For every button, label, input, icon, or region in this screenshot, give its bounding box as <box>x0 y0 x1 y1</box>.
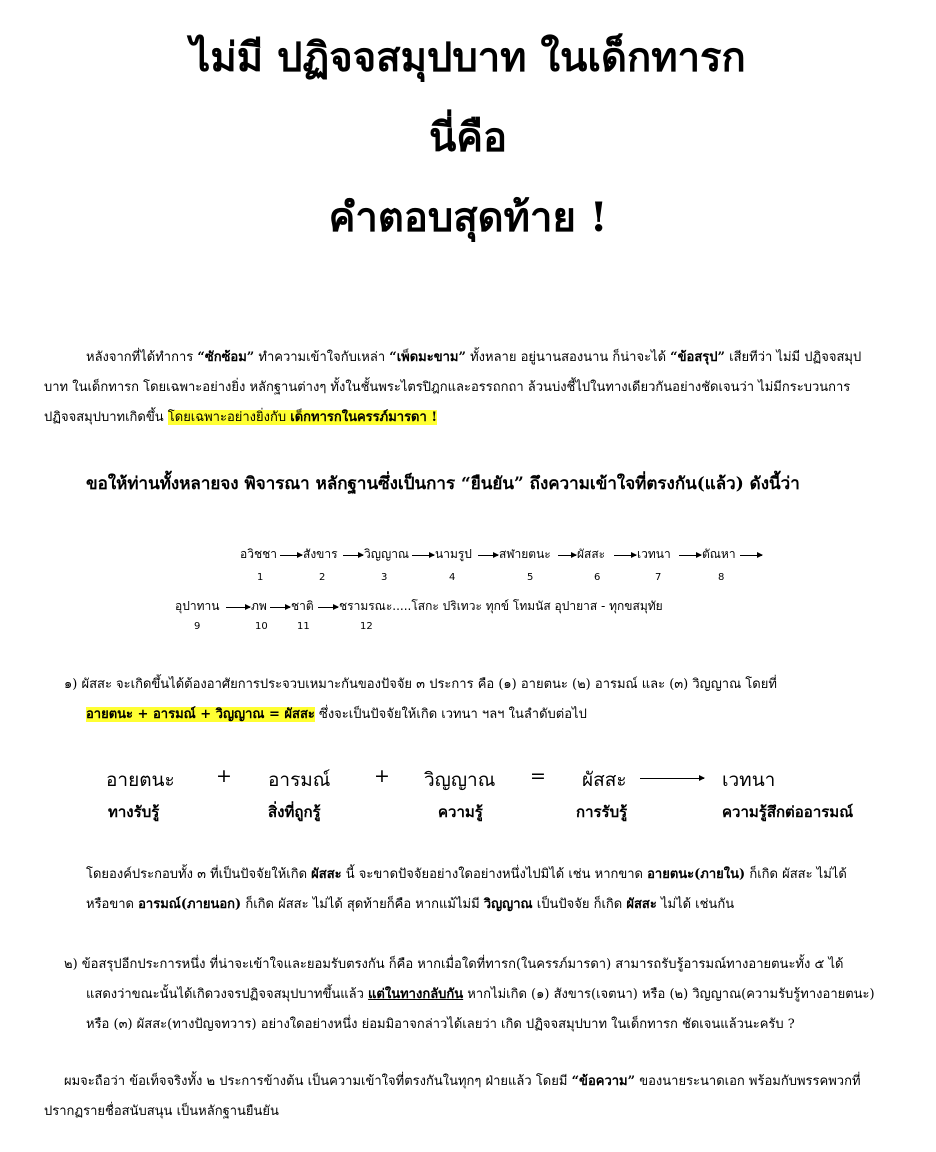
eq-plus: + <box>216 765 232 787</box>
chain-number: 11 <box>297 621 310 632</box>
chain-word: สฬายตนะ <box>499 547 551 561</box>
eq-meaning: ความรู้สึกต่ออารมณ์ <box>722 803 854 821</box>
phassa-formula: อายตนะ + อารมณ์ + วิญญาณ = ผัสสะ <box>86 707 315 722</box>
point-1: ๑) ผัสสะ จะเกิดขึ้นได้ต้องอาศัยการประจวบเหมาะกันของปัจจัย ๓ ประการ คือ (๑) อายตนะ (๒) อารมณ์ และ (๓) วิญญาณ โดยที่ อายตนะ + อารมณ์ + วิญญาณ = ผัสสะ ซึ่งจะเป็นปัจจัยให้เกิด เวทนา ฯลฯ ในลำดับต่อไป <box>64 677 777 722</box>
eq-equals: = <box>530 765 546 787</box>
point-1-detail: โดยองค์ประกอบทั้ง ๓ ที่เป็นปัจจัยให้เกิด ผัสสะ นี้ จะขาดปัจจัยอย่างใดอย่างหนึ่งไปมิได้ เช่น หากขาด อายตนะ(ภายใน) ก็เกิด ผัสสะ ไม่ได้ หรือขาด อารมณ์(ภายนอก) ก็เกิด ผัสสะ ไม่ได้ สุดท้ายก็คือ หากแม้ไม่มี วิญญาณ เป็นปัจจัย ก็เกิด ผัสสะ ไม่ได้ เช่นกัน <box>86 867 847 912</box>
chain-arrow <box>343 555 363 556</box>
chain-arrow <box>558 555 576 556</box>
chain-word: วิญญาณ <box>364 547 410 561</box>
chain-arrow <box>280 555 302 556</box>
chain-arrow <box>270 607 290 608</box>
chain-word: นามรูป <box>435 547 472 561</box>
chain-arrow <box>412 555 434 556</box>
chain-arrow <box>478 555 498 556</box>
chain-number: 2 <box>319 572 326 583</box>
chain-word: ตัณหา <box>702 547 736 561</box>
closing-paragraph: ผมจะถือว่า ข้อเท็จจริงทั้ง ๒ ประการข้างต้น เป็นความเข้าใจที่ตรงกันในทุกๆ ฝ่ายแล้ว โดยมี “ข้อความ” ของนายระนาดเอก พร้อมกับพรรคพวกที่ ปรากฏรายชื่อสนับสนุน เป็นหลักฐานยืนยัน <box>44 1074 861 1119</box>
chain-number: 1 <box>257 572 264 583</box>
chain-number: 8 <box>718 572 725 583</box>
eq-plus: + <box>374 765 390 787</box>
eq-meaning: ความรู้ <box>438 803 483 821</box>
chain-number: 5 <box>527 572 534 583</box>
chain-number: 3 <box>381 572 388 583</box>
chain-word: อุปาทาน <box>175 599 220 613</box>
title-line-1: ไม่มี ปฏิจจสมุปบาท ในเด็กทารก <box>190 34 746 81</box>
eq-meaning: ทางรับรู้ <box>108 803 160 821</box>
chain-number: 4 <box>449 572 456 583</box>
chain-number: 7 <box>655 572 662 583</box>
subheading: ขอให้ท่านทั้งหลายจง พิจารณา หลักฐานซึ่งเป็นการ “ยืนยัน” ถึงความเข้าใจที่ตรงกัน(แล้ว) ดังนี้ว่า <box>86 474 800 494</box>
chain-arrow <box>226 607 250 608</box>
chain-word: อวิชชา <box>240 547 277 561</box>
eq-arrow <box>640 778 704 779</box>
chain-word: ชาติ <box>291 599 314 613</box>
point-2: ๒) ข้อสรุปอีกประการหนึ่ง ที่น่าจะเข้าใจและยอมรับตรงกัน ก็คือ หากเมื่อใดที่ทารก(ในครรภ์มารดา) สามารถรับรู้อารมณ์ทางอายตนะทั้ง ๕ ได้ แสดงว่าขณะนั้นได้เกิดวงจรปฏิจจสมุปบาทขึ้นแล้ว แต่ในทางกลับกัน หากไม่เกิด (๑) สังขาร(เจตนา) หรือ (๒) วิญญาณ(ความรับรู้ทางอายตนะ) หรือ (๓) ผัสสะ(ทางปัญจทวาร) อย่างใดอย่างหนึ่ง ย่อมมิอาจกล่าวได้เลยว่า เกิด ปฏิจจสมุปบาท ในเด็กทารก ชัดเจนแล้วนะครับ ? <box>64 957 875 1032</box>
title-line-2: นี่คือ <box>428 114 508 161</box>
chain-arrow <box>318 607 338 608</box>
highlight-fetus: โดยเฉพาะอย่างยิ่งกับ เด็กทารกในครรภ์มารดา ! <box>167 410 438 425</box>
chain-number: 10 <box>255 621 268 632</box>
eq-meaning: การรับรู้ <box>576 803 628 821</box>
chain-word: ผัสสะ <box>577 547 606 561</box>
chain-word: ชรามรณะ.....โสกะ ปริเทวะ ทุกข์ โทมนัส อุปายาส - ทุกขสมุทัย <box>339 599 663 613</box>
chain-word: สังขาร <box>303 547 338 561</box>
chain-number: 9 <box>194 621 201 632</box>
chain-number: 6 <box>594 572 601 583</box>
chain-arrow <box>740 555 762 556</box>
chain-arrow <box>614 555 636 556</box>
chain-word: ภพ <box>251 599 267 613</box>
eq-term: อายตนะ <box>106 769 175 791</box>
title-line-3: คำตอบสุดท้าย ! <box>328 194 608 241</box>
eq-term: เวทนา <box>722 769 776 791</box>
chain-word: เวทนา <box>637 547 671 561</box>
eq-term: ผัสสะ <box>582 769 627 791</box>
chain-number: 12 <box>360 621 373 632</box>
chain-arrow <box>679 555 701 556</box>
intro-paragraph: หลังจากที่ได้ทำการ “ซักซ้อม” ทำความเข้าใจกับเหล่า “เพ็ดมะขาม” ทั้งหลาย อยู่นานสองนาน ก็น่าจะได้ “ข้อสรุป” เสียทีว่า ไม่มี ปฏิจจสมุป บาท ในเด็กทารก โดยเฉพาะอย่างยิ่ง หลักฐานต่างๆ ทั้งในชั้นพระไตรปิฎกและอรรถกถา ล้วนบ่งชี้ไปในทางเดียวกันอย่างชัดเจนว่า ไม่มีกระบวนการ ปฏิจจสมุปบาทเกิดขึ้น โดยเฉพาะอย่างยิ่งกับ เด็กทารกในครรภ์มารดา ! <box>44 350 862 425</box>
eq-term: อารมณ์ <box>268 769 331 791</box>
eq-meaning: สิ่งที่ถูกรู้ <box>268 803 321 821</box>
eq-term: วิญญาณ <box>424 769 496 791</box>
